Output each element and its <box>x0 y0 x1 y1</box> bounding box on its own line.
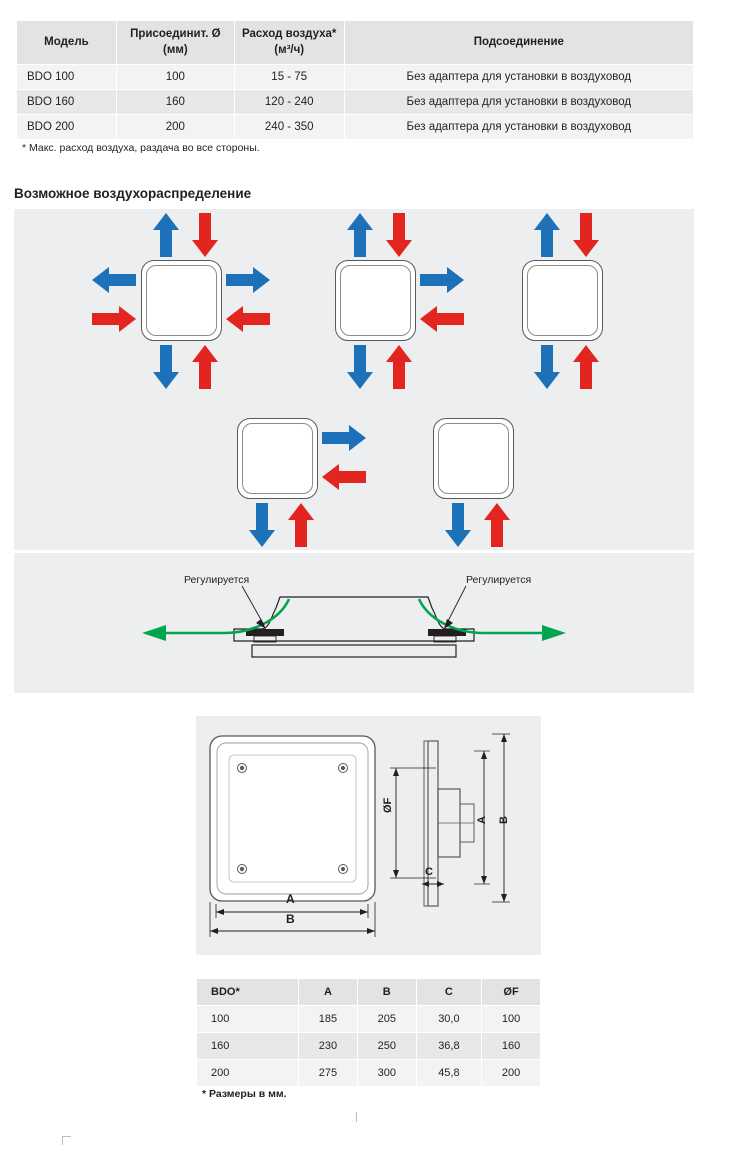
supply-arrow-icon <box>534 213 560 257</box>
supply-arrow-icon <box>420 267 464 293</box>
dimension-label-a-front: A <box>286 892 295 906</box>
adjustable-label-left: Регулируется <box>184 574 250 586</box>
return-arrow-icon <box>192 345 218 389</box>
spec-cell-flow: 240 - 350 <box>234 115 344 140</box>
spec-header-connection: Подсоединение <box>344 21 693 65</box>
spec-table-header-row <box>17 21 694 65</box>
dimension-label-b-front: B <box>286 912 295 926</box>
dim-header-a: A <box>299 979 358 1006</box>
table-row <box>197 1006 541 1033</box>
spec-header-flow-line2: (м³/ч) <box>274 43 305 56</box>
adjustable-label-right: Регулируется <box>466 574 532 586</box>
dim-cell-b: 250 <box>357 1033 416 1060</box>
spec-header-diameter-line1: Присоединит. Ø <box>130 28 221 40</box>
supply-arrow-icon <box>226 267 270 293</box>
dim-cell-a: 185 <box>299 1006 358 1033</box>
air-distribution-panel <box>14 209 694 550</box>
spec-cell-diameter: 200 <box>116 115 234 140</box>
supply-arrow-icon <box>347 213 373 257</box>
return-arrow-icon <box>288 503 314 547</box>
supply-arrow-icon <box>347 345 373 389</box>
crop-corner-mark <box>62 1136 71 1145</box>
supply-arrow-icon <box>153 213 179 257</box>
dimension-drawing-panel <box>196 716 541 955</box>
dim-cell-c: 45,8 <box>416 1060 481 1087</box>
spec-cell-connection: Без адаптера для установки в воздуховод <box>344 115 693 140</box>
diffuser-icon-2 <box>335 260 416 341</box>
dim-cell-a: 230 <box>299 1033 358 1060</box>
dim-cell-a: 275 <box>299 1060 358 1087</box>
diffuser-section-drawing <box>14 553 694 693</box>
supply-arrow-icon <box>445 503 471 547</box>
spec-header-diameter-line2: (мм) <box>162 43 188 56</box>
dim-header-f: ØF <box>482 979 541 1006</box>
adjustment-section-panel <box>14 553 694 693</box>
table-row <box>17 115 694 140</box>
dimension-label-f: ØF <box>382 797 394 813</box>
return-arrow-icon <box>484 503 510 547</box>
dim-cell-model: 100 <box>197 1006 299 1033</box>
spec-cell-model: BDO 100 <box>17 65 117 90</box>
diffuser-icon-1 <box>141 260 222 341</box>
table-row <box>197 1060 541 1087</box>
dim-cell-f: 200 <box>482 1060 541 1087</box>
dim-header-b: B <box>357 979 416 1006</box>
dimension-table <box>196 978 541 1087</box>
spec-cell-diameter: 100 <box>116 65 234 90</box>
dimension-label-a-side: A <box>476 816 488 824</box>
supply-arrow-icon <box>534 345 560 389</box>
dim-cell-b: 300 <box>357 1060 416 1087</box>
dim-cell-f: 160 <box>482 1033 541 1060</box>
spec-cell-model: BDO 160 <box>17 90 117 115</box>
diffuser-icon-4 <box>237 418 318 499</box>
diffuser-icon-5 <box>433 418 514 499</box>
page-title: Возможное воздухораспределение <box>14 186 252 201</box>
return-arrow-icon <box>420 306 464 332</box>
supply-arrow-icon <box>153 345 179 389</box>
supply-arrow-icon <box>92 267 136 293</box>
spec-cell-connection: Без адаптера для установки в воздуховод <box>344 65 693 90</box>
spec-cell-flow: 120 - 240 <box>234 90 344 115</box>
dimension-table-footnote: * Размеры в мм. <box>202 1088 287 1100</box>
dim-cell-model: 160 <box>197 1033 299 1060</box>
spec-table <box>16 20 694 140</box>
table-row <box>17 90 694 115</box>
table-row <box>17 65 694 90</box>
return-arrow-icon <box>92 306 136 332</box>
spec-header-diameter <box>116 21 234 65</box>
dim-cell-model: 200 <box>197 1060 299 1087</box>
spec-header-flow <box>234 21 344 65</box>
spec-cell-diameter: 160 <box>116 90 234 115</box>
supply-arrow-icon <box>322 425 366 451</box>
crop-tick-mark <box>356 1112 357 1122</box>
return-arrow-icon <box>322 464 366 490</box>
spec-header-flow-line1: Расход воздуха* <box>242 28 337 40</box>
dimension-label-b-side: B <box>498 816 510 824</box>
dimension-drawing <box>196 716 541 955</box>
return-arrow-icon <box>573 345 599 389</box>
dim-header-model: BDO* <box>197 979 299 1006</box>
table-row <box>197 1033 541 1060</box>
dimension-label-c: C <box>425 866 433 878</box>
dim-cell-f: 100 <box>482 1006 541 1033</box>
return-arrow-icon <box>386 213 412 257</box>
spec-table-footnote: * Макс. расход воздуха, раздача во все стороны. <box>22 142 260 154</box>
dim-header-c: C <box>416 979 481 1006</box>
dim-cell-b: 205 <box>357 1006 416 1033</box>
return-arrow-icon <box>226 306 270 332</box>
spec-header-model: Модель <box>17 21 117 65</box>
spec-cell-model: BDO 200 <box>17 115 117 140</box>
supply-arrow-icon <box>249 503 275 547</box>
spec-cell-flow: 15 - 75 <box>234 65 344 90</box>
dimension-table-header-row <box>197 979 541 1006</box>
return-arrow-icon <box>386 345 412 389</box>
spec-cell-connection: Без адаптера для установки в воздуховод <box>344 90 693 115</box>
dim-cell-c: 30,0 <box>416 1006 481 1033</box>
return-arrow-icon <box>573 213 599 257</box>
dim-cell-c: 36,8 <box>416 1033 481 1060</box>
return-arrow-icon <box>192 213 218 257</box>
diffuser-icon-3 <box>522 260 603 341</box>
